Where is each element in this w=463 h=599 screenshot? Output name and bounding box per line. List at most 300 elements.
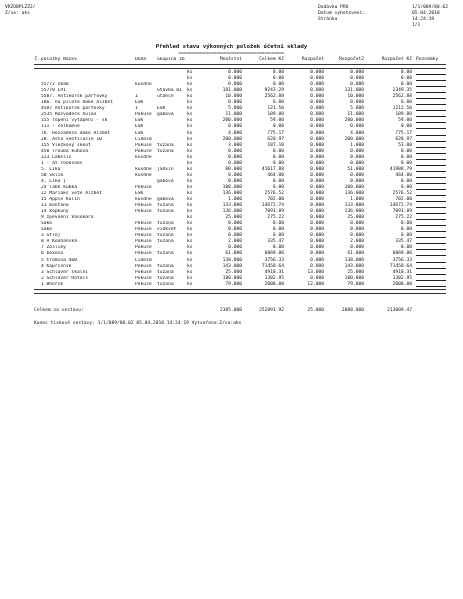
table-header-row [34, 57, 446, 63]
row-total: 1302.95 [264, 275, 284, 281]
row-budget2: 136.000 [344, 209, 364, 215]
row-group: tuzana [157, 269, 174, 275]
row-unit: ks [187, 166, 193, 172]
row-supplier: ESK [135, 130, 144, 136]
row-budget-czk: 6069.06 [392, 251, 412, 257]
row-budget-czk: 0.00 [400, 100, 412, 106]
row-budget2: 136.000 [344, 190, 364, 196]
row-group: tuzana [157, 251, 174, 257]
row-budget: 0.000 [310, 118, 324, 124]
row-budget: 0.000 [310, 100, 324, 106]
row-unit: ks [187, 172, 193, 178]
note-line [416, 153, 446, 154]
row-budget2: 131.000 [344, 88, 364, 94]
row-name: 15 Apple Kulin [41, 197, 80, 203]
row-budget-czk: 0.00 [400, 154, 412, 160]
row-budget: 0.000 [310, 197, 324, 203]
row-quantity: 181.000 [222, 88, 242, 94]
header-mid-line: Datum vyhotovení: [318, 11, 366, 16]
row-total: 0.00 [272, 160, 284, 166]
total-value: 2385.000 [219, 308, 242, 313]
row-budget-czk: 53.00 [398, 142, 412, 148]
row-supplier: kusdne [135, 197, 152, 203]
row-budget: 0.000 [310, 209, 324, 215]
row-budget: 0.000 [310, 221, 324, 227]
row-budget2: 0.000 [350, 227, 364, 233]
row-unit: ks [187, 269, 193, 275]
row-unit: ks [187, 245, 193, 251]
row-budget: 0.000 [310, 142, 324, 148]
row-budget-czk: 0.00 [400, 178, 412, 184]
note-line [416, 274, 446, 275]
row-total: 0.00 [272, 178, 284, 184]
row-quantity: 3.000 [228, 142, 242, 148]
row-budget: 0.000 [310, 82, 324, 88]
row-quantity: 1.000 [228, 197, 242, 203]
row-budget2: 0.000 [350, 233, 364, 239]
row-supplier: kusdne [135, 154, 152, 160]
row-quantity: 0.000 [228, 245, 242, 251]
row-supplier: kusdne [135, 166, 152, 172]
row-budget-czk: 0.00 [400, 245, 412, 251]
row-name: 3 Schlaver skalni [41, 269, 89, 275]
row-group: tuzana [157, 221, 174, 227]
row-budget2: 25.000 [347, 269, 364, 275]
header-right-line: 1/1/089/00.02 [412, 5, 448, 10]
row-quantity: 200.000 [222, 118, 242, 124]
row-supplier: Pokuse [135, 227, 152, 233]
note-line [416, 231, 446, 232]
row-supplier: kusdne [135, 172, 152, 178]
row-unit: ks [187, 118, 193, 124]
row-budget-czk: 0.00 [400, 70, 412, 76]
row-name: 76. Rozvadeče dake Alzbet [41, 130, 111, 136]
note-line [416, 237, 446, 238]
row-budget2: 0.000 [350, 221, 364, 227]
note-line [416, 147, 446, 148]
row-budget-czk: 4918.31 [392, 269, 412, 275]
note-line [416, 165, 446, 166]
row-total: 59.00 [270, 118, 284, 124]
row-budget-czk: 59.00 [398, 118, 412, 124]
row-total: 0.00 [272, 100, 284, 106]
row-budget-czk: 71450.64 [389, 263, 412, 269]
row-budget: 0.000 [310, 94, 324, 100]
row-supplier: ESK [135, 190, 144, 196]
row-supplier: 1 [135, 94, 138, 100]
row-budget: 0.000 [310, 166, 324, 172]
note-line [416, 268, 446, 269]
row-budget-czk: 7091.09 [392, 209, 412, 215]
row-unit: ks [187, 88, 193, 94]
row-group: tuzana [157, 148, 174, 154]
row-budget-czk: 2562.88 [392, 94, 412, 100]
column-header: Dodá [135, 57, 147, 62]
row-total: 0.00 [272, 221, 284, 227]
row-name: 1 Bhorsk [41, 281, 64, 287]
row-budget: 0.000 [310, 178, 324, 184]
row-name: 2535 Rozvadeče hulan [41, 112, 97, 118]
row-budget2: 0.000 [350, 70, 364, 76]
row-unit: ks [187, 203, 193, 209]
row-name: 5 tramina 400 [41, 257, 77, 263]
note-line [416, 74, 446, 75]
column-header: Č. [34, 57, 40, 62]
row-total: 0.00 [272, 124, 284, 130]
column-header: Poznámky [416, 57, 439, 62]
note-line [416, 110, 446, 111]
row-budget2: 10.000 [347, 94, 364, 100]
row-quantity: 143.000 [222, 263, 242, 269]
row-supplier: 1 [135, 106, 138, 112]
row-name: 5. Lika [41, 166, 61, 172]
row-unit: ks [187, 178, 193, 184]
row-unit: ks [187, 190, 193, 196]
row-budget2: 0.000 [350, 100, 364, 106]
note-line [416, 249, 446, 250]
row-total: 275.22 [267, 215, 284, 221]
note-line [416, 280, 446, 281]
row-budget2: 79.000 [347, 281, 364, 287]
header-left-line: Z/vo: aks [5, 11, 30, 16]
row-group: gabova [157, 197, 174, 203]
row-unit: ks [187, 70, 193, 76]
row-supplier: Pokuse [135, 112, 152, 118]
row-total: 6069.06 [264, 251, 284, 257]
row-total: 2562.88 [264, 94, 284, 100]
total-rule [34, 289, 446, 294]
row-budget: 0.000 [310, 275, 324, 281]
note-line [416, 225, 446, 226]
row-supplier: Pokuse [135, 275, 152, 281]
row-budget2: 4.000 [350, 130, 364, 136]
row-unit: ks [187, 209, 193, 215]
column-header: Celkem Kč [259, 57, 284, 62]
row-budget: 0.000 [310, 130, 324, 136]
row-total: 187.10 [267, 142, 284, 148]
row-name: 450 Trouba kubova [41, 148, 89, 154]
note-line [416, 116, 446, 117]
row-budget-czk: 335.47 [395, 239, 412, 245]
row-group: tuzana [157, 203, 174, 209]
row-unit: ks [187, 221, 193, 227]
row-budget: 0.000 [310, 76, 324, 82]
row-name: 4 Kaprisnik [41, 263, 72, 269]
row-total: 14672.74 [261, 203, 284, 209]
row-total: 109.00 [267, 112, 284, 118]
row-name: 8 A Konhanská [41, 239, 77, 245]
row-total: 0.00 [272, 82, 284, 88]
row-unit: ks [187, 215, 193, 221]
row-name: 14 kopkuny [41, 209, 69, 215]
row-total: 335.47 [267, 239, 284, 245]
note-line [416, 201, 446, 202]
row-supplier: Pokuse [135, 239, 152, 245]
row-quantity: 4.000 [228, 130, 242, 136]
note-line [416, 262, 446, 263]
row-quantity: 0.000 [228, 160, 242, 166]
row-unit: ks [187, 142, 193, 148]
row-group: tuzana [157, 233, 174, 239]
row-budget: 0.000 [310, 148, 324, 154]
header-mid-line: Dodávka PRO [318, 5, 349, 10]
row-name: Sako [41, 221, 53, 227]
row-budget-czk: 0.00 [400, 221, 412, 227]
header-left [5, 5, 35, 17]
row-budget-czk: 0.00 [400, 160, 412, 166]
row-budget2: 0.000 [350, 124, 364, 130]
row-quantity: 0.000 [228, 172, 242, 178]
row-budget2: 200.000 [344, 136, 364, 142]
row-budget: 0.000 [310, 203, 324, 209]
row-budget2: 0.000 [350, 148, 364, 154]
row-budget-czk: 620.97 [395, 136, 412, 142]
row-budget2: 0.000 [350, 76, 364, 82]
row-budget: 0.000 [310, 257, 324, 263]
row-unit: ks [187, 197, 193, 203]
note-line [416, 286, 446, 287]
row-name: 13 montana [41, 203, 69, 209]
row-budget-czk: 14672.74 [389, 203, 412, 209]
row-total: 620.97 [267, 136, 284, 142]
row-quantity: 100.000 [222, 184, 242, 190]
row-supplier: Pokuse [135, 281, 152, 287]
row-budget2: 0.000 [350, 245, 364, 251]
note-line [416, 243, 446, 244]
row-budget: 0.000 [310, 245, 324, 251]
note-line [416, 189, 446, 190]
row-name: 155 Vlečkový skeut [41, 142, 91, 148]
row-budget: 0.000 [310, 239, 324, 245]
row-supplier: Pokuse [135, 142, 152, 148]
row-supplier: ESK [135, 118, 144, 124]
row-supplier: ESK [135, 124, 144, 130]
row-budget-czk: 3756.33 [392, 257, 412, 263]
total-value: 2088.000 [341, 308, 364, 313]
row-quantity: 80.000 [225, 166, 242, 172]
row-group: gabova [157, 178, 174, 184]
row-budget2: 61.000 [347, 251, 364, 257]
row-supplier: Pokuse [135, 233, 152, 239]
row-quantity: 138.000 [222, 257, 242, 263]
row-supplier: Pokuse [135, 251, 152, 257]
row-total: 3756.33 [264, 257, 284, 263]
row-quantity: 2.000 [228, 239, 242, 245]
row-budget: 0.000 [310, 263, 324, 269]
row-group: tuzana [157, 239, 174, 245]
row-budget: 12.000 [307, 281, 324, 287]
row-budget2: 180.000 [344, 275, 364, 281]
row-total: 702.00 [267, 197, 284, 203]
row-budget-czk: 2349.35 [392, 88, 412, 94]
row-budget2: 5.000 [350, 106, 364, 112]
row-unit: ks [187, 239, 193, 245]
row-unit: ks [187, 130, 193, 136]
row-budget2: 2.000 [350, 239, 364, 245]
note-line [416, 80, 446, 81]
row-name: 1 - at rooksnes [41, 160, 83, 166]
row-unit: ks [187, 257, 193, 263]
row-quantity: 136.000 [222, 190, 242, 196]
row-total: 0.00 [272, 148, 284, 154]
row-quantity: 0.000 [228, 227, 242, 233]
row-quantity: 133.000 [222, 203, 242, 209]
row-unit: ks [187, 281, 193, 287]
row-supplier: Pokuse [135, 203, 152, 209]
note-line [416, 86, 446, 87]
row-name: 24 Tabk kubka [41, 184, 77, 190]
row-budget-czk: 0.00 [400, 227, 412, 233]
note-line [416, 207, 446, 208]
report-title: Přehled stavu výkonných položek účetní sklady [155, 44, 308, 50]
row-budget: 0.000 [310, 106, 324, 112]
row-budget-czk: 0.00 [400, 124, 412, 130]
row-quantity: 0.000 [228, 70, 242, 76]
row-group: utahce [157, 94, 174, 100]
total-label: Celkem za sestavu: [34, 308, 84, 313]
note-line [416, 177, 446, 178]
row-name: 50 Sklik [41, 172, 64, 178]
row-unit: ks [187, 82, 193, 88]
row-total: 464.00 [267, 172, 284, 178]
column-header: položky Název [41, 57, 77, 62]
row-quantity: 0.000 [228, 76, 242, 82]
row-budget-czk: 2000.00 [392, 281, 412, 287]
row-quantity: 0.000 [228, 233, 242, 239]
report-footer: Konec tiskové sestavy: 1/1/089/00.02 05.04.2010 14:24:19 Vytvořeno:Z/vo:aks [34, 321, 242, 326]
row-budget: 13.000 [307, 269, 324, 275]
column-header: Rozpočet2 [339, 57, 364, 62]
row-unit: ks [187, 263, 193, 269]
note-line [416, 159, 446, 160]
row-name: 4. Lika j [41, 178, 66, 184]
row-quantity: 136.000 [222, 209, 242, 215]
row-supplier: Lidosm [135, 257, 152, 263]
total-value: 213009.47 [387, 308, 412, 313]
row-unit: ks [187, 275, 193, 281]
row-name: 186. na pilote dake Alzbet [41, 100, 113, 106]
row-group: tuzana [157, 142, 174, 148]
row-budget: 0.000 [310, 112, 324, 118]
header-mid-line: Stránka [318, 17, 338, 22]
row-unit: ks [187, 100, 193, 106]
row-total: 4918.31 [264, 269, 284, 275]
header-right-line: 1/1 [412, 23, 421, 28]
row-total: 0.00 [272, 184, 284, 190]
row-name: 7 Zolliky [41, 245, 66, 251]
row-budget-czk: 0.00 [400, 148, 412, 154]
row-supplier: Pokuse [135, 263, 152, 269]
column-header: Skupina zb [157, 57, 185, 62]
row-group: ESK [157, 106, 166, 112]
row-total: 41617.88 [261, 166, 284, 172]
row-name: 6 boxova [41, 251, 64, 257]
row-supplier: Pokuse [135, 269, 152, 275]
row-group: gabova [157, 112, 174, 118]
row-budget: 0.000 [310, 215, 324, 221]
row-supplier: Pokuse [135, 148, 152, 154]
row-name: 5507. Antikorsk parfovky [41, 94, 108, 100]
row-name: 123 Labelis [41, 154, 72, 160]
note-line [416, 195, 446, 196]
row-total: 2576.52 [264, 190, 284, 196]
row-budget2: 1.000 [350, 142, 364, 148]
row-budget-czk: 1212.50 [392, 106, 412, 112]
row-group: tuzana [157, 209, 174, 215]
row-budget2: 0.000 [350, 82, 364, 88]
report-subtitle: ========================================== [178, 50, 285, 55]
row-total: 121.50 [267, 106, 284, 112]
header-left-line: VRZOBPLZZ2/ [5, 5, 36, 10]
note-line [416, 183, 446, 184]
row-name: 2 Schlaver Hotels [41, 275, 89, 281]
note-line [416, 122, 446, 123]
row-budget2: 200.000 [344, 118, 364, 124]
row-group: vidkvet [157, 227, 177, 233]
row-budget-czk: 41988.79 [389, 166, 412, 172]
row-budget2: 138.000 [344, 257, 364, 263]
row-unit: ks [187, 106, 193, 112]
row-total: 775.17 [267, 130, 284, 136]
row-name: Sako [41, 227, 53, 233]
report-table [34, 57, 446, 294]
row-budget-czk: 275.22 [395, 215, 412, 221]
row-name: 111 - celkomne [41, 124, 80, 130]
row-group: tuzana [157, 275, 174, 281]
row-unit: ks [187, 160, 193, 166]
row-quantity: 0.000 [228, 178, 242, 184]
row-unit: ks [187, 184, 193, 190]
row-budget2: 0.000 [350, 178, 364, 184]
row-quantity: 0.000 [228, 100, 242, 106]
row-budget: 0.000 [310, 160, 324, 166]
note-line [416, 219, 446, 220]
row-quantity: 0.000 [228, 154, 242, 160]
row-quantity: 11.000 [225, 112, 242, 118]
row-budget2: 25.000 [347, 215, 364, 221]
row-budget-czk: 702.00 [395, 197, 412, 203]
row-quantity: 61.000 [225, 251, 242, 257]
row-quantity: 0.000 [228, 124, 242, 130]
row-budget: 0.000 [310, 154, 324, 160]
note-line [416, 98, 446, 99]
row-total: 9243.29 [264, 88, 284, 94]
row-budget: 0.000 [310, 172, 324, 178]
row-supplier: kusdne [135, 82, 152, 88]
row-unit: ks [187, 94, 193, 100]
row-budget: 0.000 [310, 70, 324, 76]
row-budget: 0.000 [310, 184, 324, 190]
table-row [34, 282, 446, 288]
row-total: 7091.09 [264, 209, 284, 215]
row-budget2: 143.000 [344, 263, 364, 269]
row-budget-czk: 0.00 [400, 76, 412, 82]
note-line [416, 128, 446, 129]
total-value: 252891.92 [259, 308, 284, 313]
row-budget-czk: 0.00 [400, 184, 412, 190]
row-group: Stavba 01 [157, 88, 182, 94]
row-quantity: 200.000 [222, 136, 242, 142]
row-name: 4507 Antikorsk parfovky [41, 106, 105, 112]
row-budget-czk: 464.00 [395, 172, 412, 178]
row-total: 0.00 [272, 70, 284, 76]
note-line [416, 104, 446, 105]
row-budget-czk: 1302.95 [392, 275, 412, 281]
row-budget2: 0.000 [350, 172, 364, 178]
row-total: 2000.00 [264, 281, 284, 287]
header-mid [318, 5, 365, 23]
row-quantity: 25.000 [225, 215, 242, 221]
